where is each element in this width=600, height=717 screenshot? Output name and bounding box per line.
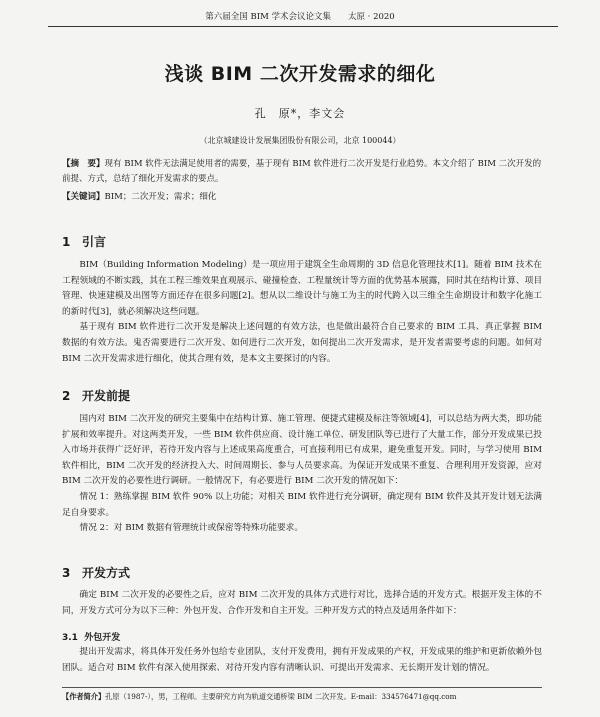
paragraph: 情况 1：熟练掌握 BIM 软件 90% 以上功能；对相关 BIM 软件进行充分调研，确定现有 BIM 软件及其开发计划无法满足自身要求。 (62, 491, 542, 518)
section-body-3 (62, 588, 542, 619)
subsection-number: 3.1 (62, 633, 78, 643)
subsection-title: 外包开发 (84, 633, 121, 643)
paragraph: BIM（Building Information Modeling）是一项应用于建筑全生命周期的 3D 信息化管理技术[1]。随着 BIM 技术在工程领域的不断实践，其在工程三维效果直观展示、碰撞检查、工程量统计等方面的优势基本展露，同时其在结构计算、项目管理、快速建模及出图等方面还存在很多问题[2]。想从以二维设计与施工为主的时代跨入以三维全生命期设计和数字化施工的新时代[3]，就必须解决这些问题。 (62, 260, 542, 317)
author-footnote (62, 691, 552, 702)
subsection-body-3-1 (62, 645, 542, 676)
footnote-label: 【作者简介】 (62, 692, 106, 701)
paragraph: 基于现有 BIM 软件进行二次开发是解决上述问题的有效方法，也是做出最符合自己要求的 BIM 工具、真正掌握 BIM 数据的有效方法。鬼否需要进行二次开发、如何进行二次开发，如何提出二次开发需求，是开发者需要考虑的问题。如何对 BIM 二次开发需求进行细化，使其合理有效，是本文主要探讨的内容。 (62, 322, 542, 364)
paragraph: 情况 2：对 BIM 数据有管理统计或保密等特殊功能要求。 (79, 523, 304, 534)
keywords-label: 【关键词】 (62, 192, 105, 202)
section-body-1 (62, 258, 542, 367)
section-heading-2 (62, 389, 130, 404)
section-number: 3 (62, 566, 71, 580)
header-rule (48, 26, 558, 27)
subsection-heading-3-1 (62, 632, 120, 645)
keywords (62, 190, 542, 205)
paragraph: 提出开发需求，将具体开发任务外包给专业团队，支付开发费用，拥有开发成果的产权，开发成果的维护和更新依赖外包团队。适合对 BIM 软件有深入使用探索、对待开发内容有清晰认识、可提出开发需求、无长期开发计划的情况。 (62, 647, 542, 673)
keywords-text: BIM；二次开发；需求；细化 (104, 192, 217, 202)
section-title: 引言 (82, 235, 107, 249)
affiliation: （北京城建设计发展集团股份有限公司，北京 100044） (199, 136, 401, 145)
section-heading-3 (62, 566, 130, 581)
authors: 孔 原*，李文会 (254, 107, 346, 120)
section-body-2 (62, 412, 542, 537)
section-title: 开发方式 (82, 566, 131, 580)
paragraph: 国内对 BIM 二次开发的研究主要集中在结构计算、施工管理、便捷式建模及标注等领域[4]，可以总结为两大类，即功能扩展和效率提升。对这两类开发，一些 BIM 软件供应商、设计施工单位、研发团队等已进行了大量工作，部分开发成果已投入市场并获得广泛好评，若待开发内容与上述成果高度重合，可直接利用已有成果，避免重复开发。同时，与学习使用 BIM 软件相比，BIM 二次开发的经济投入大、时间周期长、参与人员要求高。为保证开发成果不重复、合理利用开发资源，应对 BIM 二次开发的必要性进行调研。一般情况下，有必要进行 BIM 二次开发的情况如下： (62, 414, 542, 487)
section-number: 1 (62, 235, 71, 249)
section-heading-1 (62, 235, 106, 250)
footnote-text: 孔原（1987-），男，工程师。主要研究方向为轨道交通桥梁 BIM 二次开发。E-mail：334576471@qq.com (105, 692, 457, 701)
section-title: 开发前提 (82, 389, 131, 403)
paragraph: 确定 BIM 二次开发的必要性之后，应对 BIM 二次开发的具体方式进行对比，选择合适的开发方式。根据开发主体的不同，开发方式可分为以下三种：外包开发、合作开发和自主开发。三种开发方式的特点及适用条件如下： (62, 590, 542, 616)
running-header: 第六届全国 BIM 学术会议论文集 太原 · 2020 (205, 12, 395, 22)
abstract-text: 现有 BIM 软件无法满足使用者的需要，基于现有 BIM 软件进行二次开发是行业趋势。本文介绍了 BIM 二次开发的前提、方式，总结了细化开发需求的要点。 (62, 159, 542, 184)
paper-title: 浅谈 BIM 二次开发需求的细化 (164, 63, 436, 85)
abstract-label: 【摘 要】 (62, 159, 105, 169)
footnote-rule (62, 687, 542, 688)
abstract (62, 157, 542, 187)
section-number: 2 (62, 389, 71, 403)
